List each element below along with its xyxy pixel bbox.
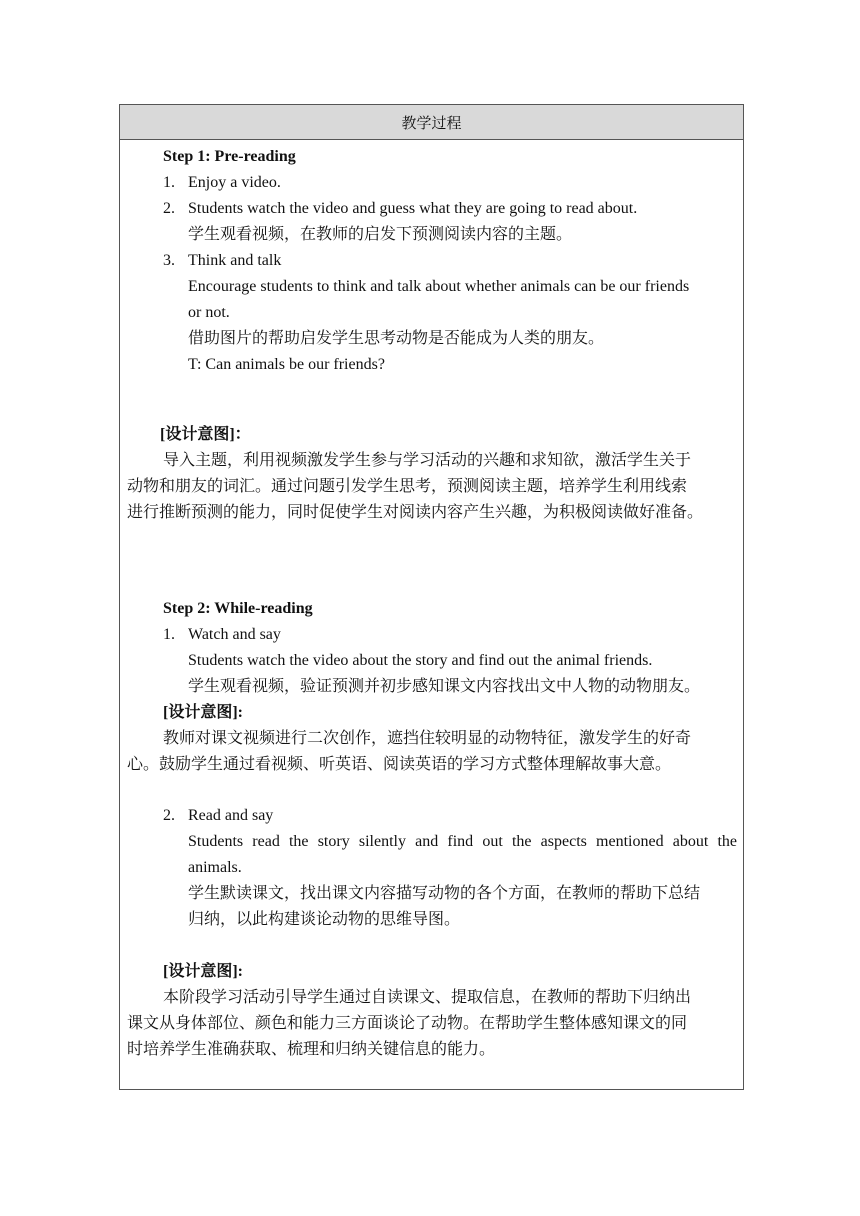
step2-intent2-line3: 时培养学生准确获取、梳理和归纳关键信息的能力。 xyxy=(127,1041,496,1058)
step2-item2: Read and say xyxy=(188,807,274,824)
step2-item1-chinese: 学生观看视频，验证预测并初步感知课文内容找出文中人物的动物朋友。 xyxy=(188,678,701,695)
step2-intent2-label: [设计意图]: xyxy=(163,963,243,980)
table-content xyxy=(120,140,743,1089)
step1-item3-question: T: Can animals be our friends? xyxy=(188,356,385,373)
step2-intent1-line1: 教师对课文视频进行二次创作，遮挡住较明显的动物特征，激发学生的好奇 xyxy=(163,730,692,747)
step2-item2-number: 2. xyxy=(163,807,175,824)
step2-item1: Watch and say xyxy=(188,626,281,643)
step1-item1-number: 1. xyxy=(163,174,175,191)
step2-item1-english: Students watch the video about the story and find out the animal friends. xyxy=(188,652,653,669)
step1-intent-line1: 导入主题，利用视频激发学生参与学习活动的兴趣和求知欲，激活学生关于 xyxy=(163,452,692,469)
step1-title: Step 1: Pre-reading xyxy=(163,148,296,165)
teaching-process-table xyxy=(119,104,744,1090)
step1-item3-english-a: Encourage students to think and talk about whether animals can be our friends xyxy=(188,278,690,295)
step1-item2-chinese: 学生观看视频，在教师的启发下预测阅读内容的主题。 xyxy=(188,226,573,243)
step1-item3-chinese: 借助图片的帮助启发学生思考动物是否能成为人类的朋友。 xyxy=(188,330,605,347)
step2-item1-number: 1. xyxy=(163,626,175,643)
step2-title: Step 2: While-reading xyxy=(163,600,313,617)
step1-item2: Students watch the video and guess what they are going to read about. xyxy=(188,200,638,217)
step1-item3-number: 3. xyxy=(163,252,175,269)
step2-item2-chinese-a: 学生默读课文，找出课文内容描写动物的各个方面，在教师的帮助下总结 xyxy=(188,885,701,902)
step2-intent1-label: [设计意图]: xyxy=(163,704,243,721)
step2-intent2-line1: 本阶段学习活动引导学生通过自读课文、提取信息，在教师的帮助下归纳出 xyxy=(163,989,692,1006)
table-header: 教学过程 xyxy=(120,105,743,140)
step1-intent-label: [设计意图]： xyxy=(160,426,251,443)
step1-intent-line2: 动物和朋友的词汇。通过问题引发学生思考，预测阅读主题，培养学生利用线索 xyxy=(127,478,688,495)
step2-item2-english-a: Students read the story silently and find out the aspects mentioned about the xyxy=(188,833,737,850)
step1-item2-number: 2. xyxy=(163,200,175,217)
step1-item3: Think and talk xyxy=(188,252,282,269)
step2-intent1-line2: 心。鼓励学生通过看视频、听英语、阅读英语的学习方式整体理解故事大意。 xyxy=(127,756,672,773)
step2-item2-english-b: animals. xyxy=(188,859,242,876)
step2-intent2-line2: 课文从身体部位、颜色和能力三方面谈论了动物。在帮助学生整体感知课文的同 xyxy=(127,1015,688,1032)
step2-item2-chinese-b: 归纳，以此构建谈论动物的思维导图。 xyxy=(188,911,461,928)
step1-intent-line3: 进行推断预测的能力，同时促使学生对阅读内容产生兴趣，为积极阅读做好准备。 xyxy=(127,504,704,521)
step1-item3-english-b: or not. xyxy=(188,304,230,321)
step1-item1: Enjoy a video. xyxy=(188,174,281,191)
